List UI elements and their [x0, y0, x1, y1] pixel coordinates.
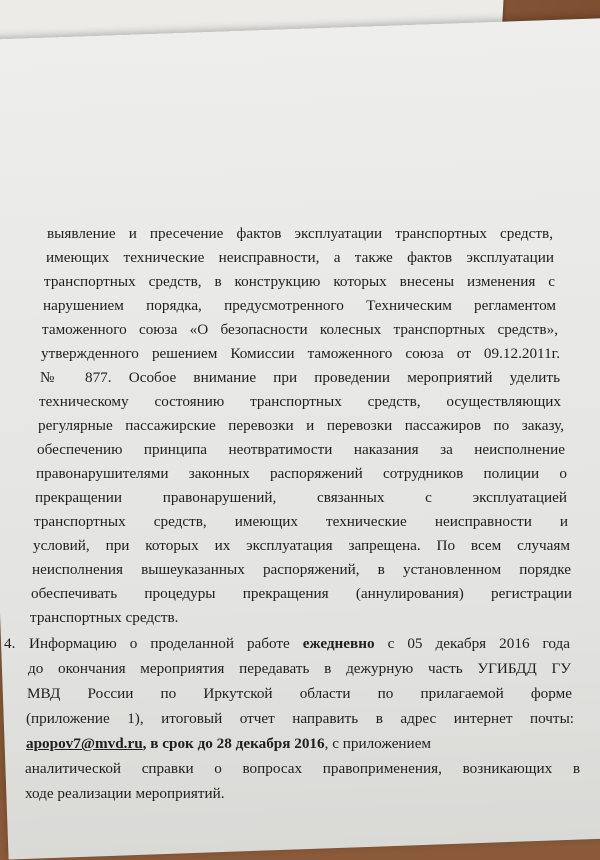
text-line: имеющих технические неисправности, а также фактов эксплуатации: [46, 249, 554, 266]
text-line: [29, 632, 570, 656]
bold-run: , в срок до 28 декабря 2016: [142, 735, 325, 752]
text-line: транспортных средств, в конструкцию которых внесены изменения с: [44, 273, 555, 290]
list-number: 4.: [4, 635, 16, 652]
text-line: транспортных средств, имеющих технические неисправности и: [34, 513, 568, 530]
text-run: с 05 декабря 2016 года: [374, 635, 570, 652]
text-line: № 877. Особое внимание при проведении мероприятий уделить: [40, 369, 560, 386]
text-line: транспортных средств.: [30, 609, 179, 626]
text-line: обеспечению принципа неотвратимости наказания за неисполнение: [37, 441, 565, 458]
text-line: МВД России по Иркутской области по прилагаемой форме: [27, 685, 572, 702]
email-link[interactable]: apopov7@mvd.ru: [26, 735, 143, 752]
text-run: , с приложением: [324, 735, 432, 752]
text-line: утвержденного решением Комиссии таможенного союза от 09.12.2011г.: [41, 345, 560, 362]
text-line: правонарушителями законных распоряжений сотрудников полиции о: [36, 465, 567, 482]
text-line: обеспечивать процедуры прекращения (аннулирования) регистрации: [31, 585, 572, 602]
text-line: [26, 732, 578, 756]
text-line: аналитической справки о вопросах правоприменения, возникающих в: [25, 760, 580, 777]
text-line: регулярные пассажирские перевозки и перевозки пассажиров по заказу,: [38, 417, 564, 434]
text-line: выявление и пресечение фактов эксплуатации транспортных средств,: [47, 225, 553, 242]
text-line: техническому состоянию транспортных средств, осуществляющих: [39, 393, 561, 410]
text-run: Информацию о проделанной работе: [29, 635, 303, 652]
text-line: до окончания мероприятия передавать в дежурную часть УГИБДД ГУ: [28, 660, 571, 677]
text-line: нарушением порядка, предусмотренного Техническим регламентом: [43, 297, 556, 314]
text-line: (приложение 1), итоговый отчет направить в адрес интернет почты:: [26, 710, 574, 727]
text-line: условий, при которых их эксплуатация запрещена. По всем случаям: [33, 537, 570, 554]
text-line: ходе реализации мероприятий.: [25, 785, 225, 802]
bold-run: ежедневно: [302, 635, 375, 652]
text-line: таможенного союза «О безопасности колесных транспортных средств»,: [42, 321, 558, 338]
text-line: неисполнения вышеуказанных распоряжений, в установленном порядке: [32, 561, 571, 578]
text-line: прекращении правонарушений, связанных с эксплуатацией: [35, 489, 567, 506]
